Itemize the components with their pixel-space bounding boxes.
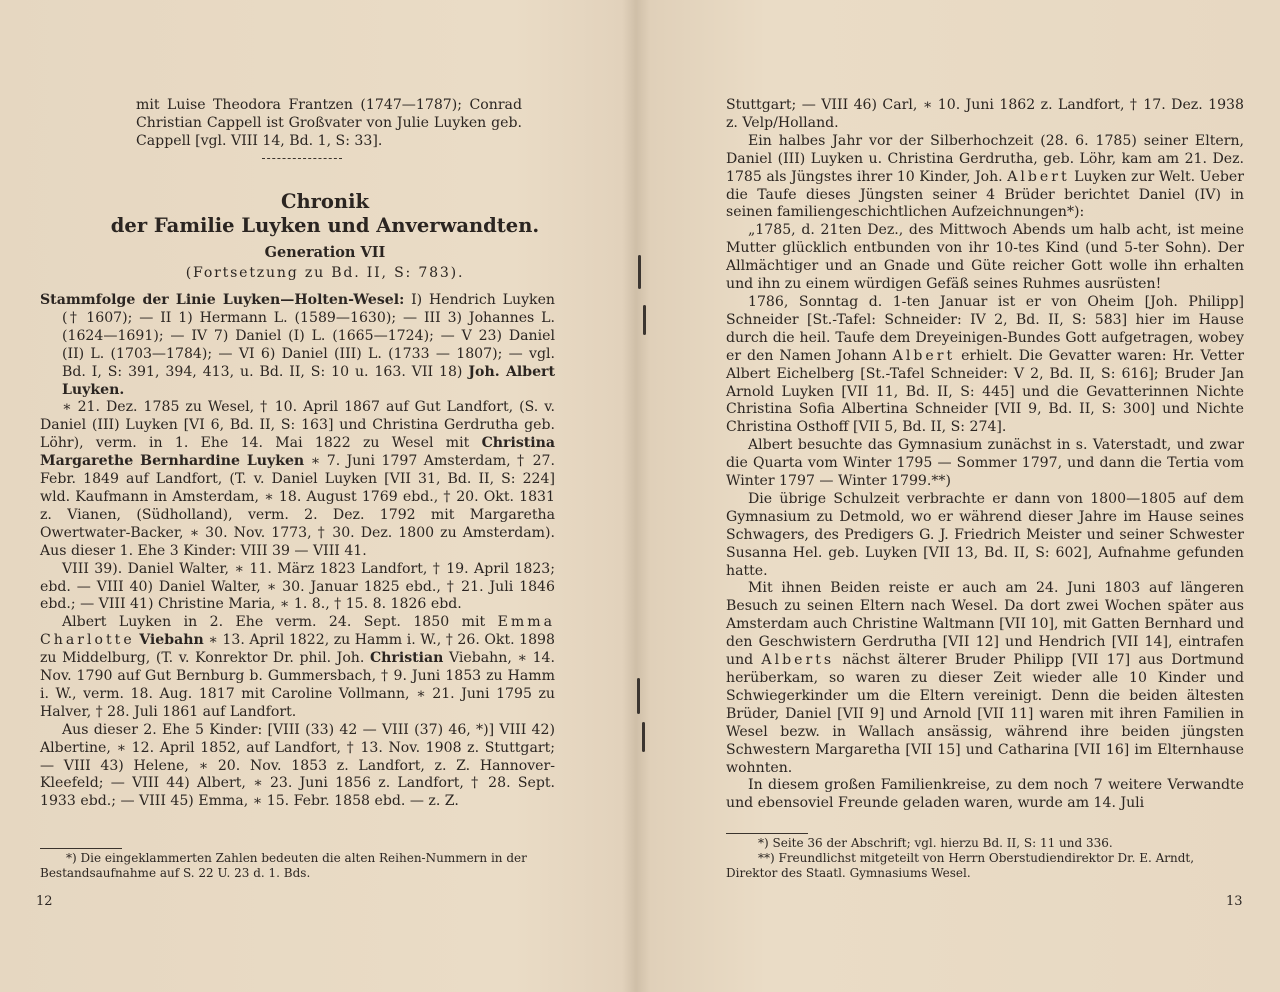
footnote-left: *) Die eingeklammerten Zahlen bedeuten die alten Reihen-Nummern in der Bestandsaufnahme auf S. 22 U. 23 d. 1. Bds.: [40, 851, 527, 880]
r-para3-text-b: erhielt. Die Gevatter waren: Hr. Vetter Albert Eichelberg [St.-Tafel Schneider: V 2, Bd. II, S: 616]; Bruder Jan Arnold Luyken [VII 11, Bd. II, S: 445] und die Gevatterinnen Nichte Christina Sofia Albertina Schneider [VII 9, Bd. II, S: 300] und Nichte Christina Osthoff [VII 5, Bd. II, S: 274].: [726, 347, 1245, 436]
para1-text-b: ∗ 7. Juni 1797 Amsterdam, † 27. Febr. 1849 auf Landfort, (T. v. Daniel Luyken [VII 31, Bd. II, S: 224] wld. Kaufmann in Amsterdam, ∗ 18. August 1769 ebd., † 20. Okt. 1831 z. Vianen, (Südholland), verm. 2. Dez. 1792 mit Margaretha Owertwater-Backer, ∗ 30. Nov. 1773, † 30. Dez. 1800 zu Amsterdam). Aus dieser 1. Ehe 3 Kinder: VIII 39 — VIII 41.: [40, 453, 555, 559]
para3-name: Viebahn: [139, 632, 204, 649]
stammfolge-paragraph: [40, 292, 555, 399]
para3-text-b: ∗ 13. April 1822, zu Hamm i. W., † 26. Okt. 1898 zu Middelburg, (T. v. Konrektor Dr. phil. Joh.: [40, 632, 555, 667]
paragraph-school: Albert besuchte das Gymnasium zunächst in s. Vaterstadt, und zwar die Quarta vom Winter 1795 — Sommer 1797, und dann die Tertia vom Winter 1797 — Winter 1799.**): [726, 437, 1244, 490]
paragraph-baptism: [726, 294, 1244, 437]
continuation-note: (Fortsetzung zu Bd. II, S: 783).: [185, 265, 465, 281]
stammfolge-label: Stammfolge der Linie Luyken—Holten-Wesel:: [40, 292, 405, 308]
paragraph-detmold: Die übrige Schulzeit verbrachte er dann von 1800—1805 auf dem Gymnasium zu Detmold, wo er während dieser Jahre im Hause seines Schwagers, des Predigers G. J. Friedrich Meister und seiner Schwester Susanna Hel. geb. Luyken [VII 13, Bd. II, S: 602], Aufnahme gefunden hatte.: [726, 490, 1244, 579]
chronicle-subtitle: der Familie Luyken und Anverwandten.: [110, 214, 540, 237]
page-number-right: 13: [1226, 894, 1243, 909]
para1-text-a: ∗ 21. Dez. 1785 zu Wesel, † 10. April 1867 auf Gut Landfort, (S. v. Daniel (III) Luyken [VI 6, Bd. II, S: 163] und Christina Gerdrutha geb. Löhr), verm. in 1. Ehe 14. Mai 1822 zu Wesel mit: [40, 399, 555, 452]
footnote-right-1: *) Seite 36 der Abschrift; vgl. hierzu Bd. II, S: 11 und 336.: [758, 836, 1113, 850]
para3-name2: Christian: [369, 650, 444, 667]
para3-text-a: Albert Luyken in 2. Ehe verm. 24. Sept. 1850 mit: [62, 614, 486, 631]
paragraph-second-marriage: [40, 614, 555, 721]
paragraph-birth-account: [726, 133, 1244, 223]
right-body-text: [726, 97, 1244, 813]
r-para6-text-b: nächst älterer Bruder Philipp [VII 17] aus Dortmund herüberkam, so waren zu dieser Zeit wieder alle 10 Kinder und Schwiegerkinder um die Eltern vereinigt. Denn die beiden ältesten Brüder, Daniel [VII 9] und Arnold [VII 11] waren mit ihren Familien in Wesel bezw. in Wallach ansässig, während ihre beiden jüngsten Schwestern Margaretha [VII 15] und Catharina [VII 16] im Elternhause wohnten.: [726, 652, 1244, 776]
paragraph-birth: [40, 399, 555, 560]
paragraph-children-1: VIII 39). Daniel Walter, ∗ 11. März 1823 Landfort, † 19. April 1823; ebd. — VIII 40) Daniel Walter, ∗ 30. Januar 1825 ebd., † 21. Juli 1846 ebd.; — VIII 41) Christine Maria, ∗ 1. 8., † 15. 8. 1826 ebd.: [40, 560, 555, 613]
footnote-right: [726, 836, 1246, 881]
paragraph-continuation: Stuttgart; — VIII 46) Carl, ∗ 10. Juni 1862 z. Landfort, † 17. Dez. 1938 z. Velp/Holland.: [726, 97, 1244, 131]
para3-spaced-name: Emma Charlotte: [40, 614, 555, 649]
r-para1-text-a: Ein halbes Jahr vor der Silberhochzeit (28. 6. 1785) seiner Eltern, Daniel (III) Luyken u. Christina Gerdrutha, geb. Löhr, kam am 21. Dez. 1785 als Jüngstes ihrer 10 Kinder, Joh.: [726, 132, 1244, 185]
r-para6-text-a: Mit ihnen Beiden reiste er auch am 24. Juni 1803 auf längeren Besuch zu seinen Eltern nach Wesel. Da dort zwei Wochen später aus Amsterdam auch Christine Waltmann [VII 10], mit Gatten Bernhard und den Geschwistern Gerdrutha [VII 12] und Hendrich [VII 14], eintrafen und: [726, 580, 1244, 669]
r-para3-text-a: 1786, Sonntag d. 1-ten Januar ist er von Oheim [Joh. Philipp] Schneider [St.-Tafel: Schneider: IV 2, Bd. II, S: 583] hier im Hause durch die heil. Taufe dem Dreyeinigen-Bundes Gott aufgetragen, wobey er den Namen Johann: [726, 293, 1244, 364]
footnote-rule-right: [726, 833, 808, 834]
stammfolge-name: Joh. Albert Luyken.: [62, 363, 555, 398]
r-para1-spaced: Albert: [1007, 168, 1070, 185]
r-para3-spaced: Albert: [892, 347, 956, 364]
paragraph-quote: „1785, d. 21ten Dez., des Mittwoch Abends um halb acht, ist meine Mutter glücklich entbunden von ihr 10-tes Kind (und 5-ter Sohn). Der Allmächtiger und an Gnade und Güte reicher Gott wolle ihn erhalten und ihn zu einem würdigen Gefäß seines Ruhmes ausrüsten!: [726, 222, 1244, 293]
stammfolge-text: I) Hendrich Luyken († 1607); — II 1) Hermann L. (1589—1630); — III 3) Johannes L. (1624—1691); — IV 7) Daniel (I) L. (1665—1724); — V 23) Daniel (II) L. (1703—1784); — VI 6) Daniel (III) L. (1733 — 1807); — vgl. Bd. I, S: 391, 394, 413, u. Bd. II, S: 10 u. 163. VII 18): [62, 292, 556, 380]
r-para1-text-b: Luyken zur Welt. Ueber die Taufe dieses Jüngsten seiner 4 Brüder berichtet Daniel (IV) in seinen familiengeschichtlichen Aufzeichnungen*):: [726, 168, 1244, 221]
left-body-text: [40, 292, 555, 811]
separator-rule: [262, 158, 342, 159]
generation-heading: Generation VII: [264, 244, 386, 261]
page-number-left: 12: [36, 894, 53, 909]
chronicle-title: Chronik: [280, 190, 370, 213]
intro-paragraph: mit Luise Theodora Frantzen (1747—1787); Conrad Christian Cappell ist Großvater von Julie Luyken geb. Cappell [vgl. VIII 14, Bd. 1, S: 33].: [136, 97, 522, 149]
para3-text-c: Viebahn, ∗ 14. Nov. 1790 auf Gut Bernburg b. Gummersbach, † 9. Juni 1853 zu Hamm i. W., verm. 18. Aug. 1817 mit Caroline Vollmann, ∗ 21. Juni 1795 zu Halver, † 28. Juli 1861 auf Landfort.: [40, 650, 555, 720]
footnote-right-2: **) Freundlichst mitgeteilt von Herrn Oberstudiendirektor Dr. E. Arndt, Direktor des Staatl. Gymnasiums Wesel.: [726, 851, 1195, 880]
paragraph-visit: [726, 580, 1244, 777]
paragraph-children-2: Aus dieser 2. Ehe 5 Kinder: [VIII (33) 42 — VIII (37) 46, *)] VIII 42) Albertine, ∗ 12. April 1852, auf Landfort, † 13. Nov. 1908 z. Stuttgart; — VIII 43) Helene, ∗ 20. Nov. 1853 z. Landfort, z. Z. Hannover-Kleefeld; — VIII 44) Albert, ∗ 23. Juni 1856 z. Landfort, † 28. Sept. 1933 ebd.; — VIII 45) Emma, ∗ 15. Febr. 1858 ebd. — z. Z.: [40, 721, 555, 810]
footnote-rule-left: [40, 848, 122, 849]
r-para6-spaced: Alberts: [761, 652, 835, 669]
paragraph-family-circle: In diesem großen Familienkreise, zu dem noch 7 weitere Verwandte und ebensoviel Freunde geladen waren, wurde am 14. Juli: [726, 777, 1244, 812]
para1-name: Christina Margarethe Bernhardine Luyken: [40, 435, 555, 470]
